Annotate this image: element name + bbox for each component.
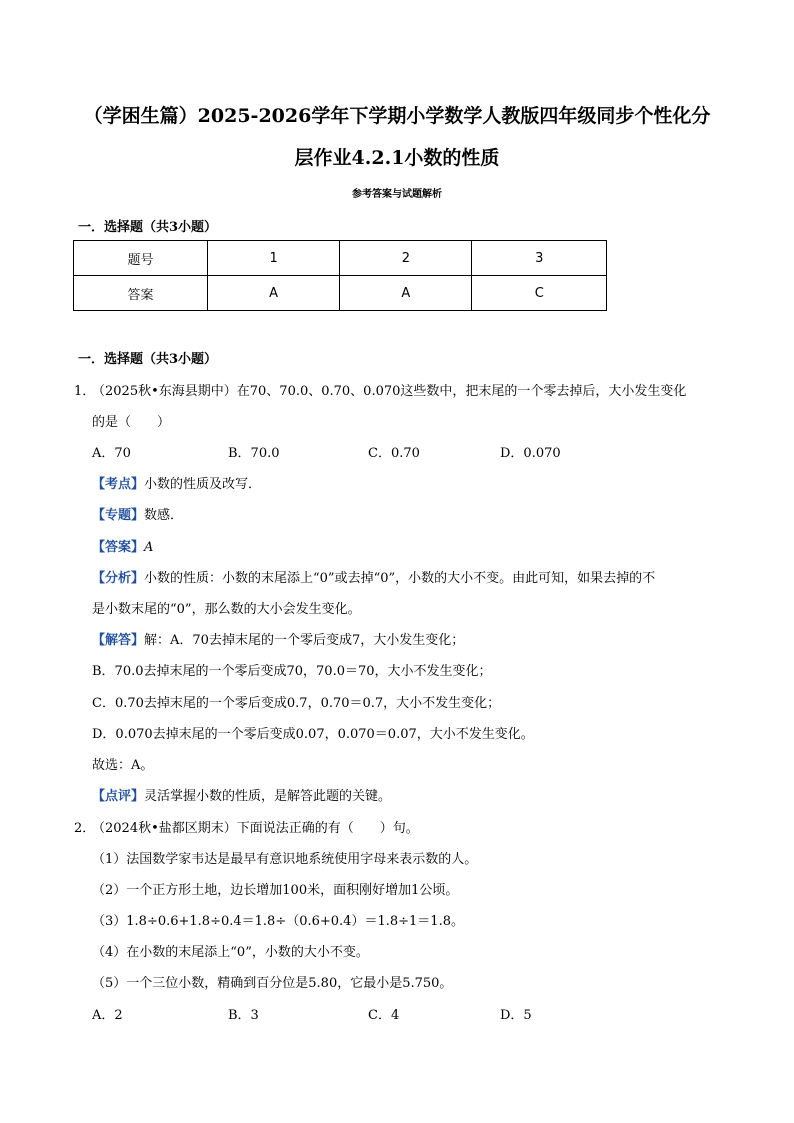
option-b: B．70.0 xyxy=(228,446,280,461)
document-title-line1: （学困生篇）2025-2026学年下学期小学数学人教版四年级同步个性化分 xyxy=(83,105,711,127)
option-d: D．0.070 xyxy=(500,446,561,461)
question-number: 2． xyxy=(74,821,96,836)
table-cell: 答案 xyxy=(74,276,208,311)
option-d: D．5 xyxy=(500,1008,532,1023)
table-cell: 2 xyxy=(340,241,472,276)
table-cell: 1 xyxy=(208,241,340,276)
table-cell: 题号 xyxy=(74,241,208,276)
solution-row xyxy=(92,629,464,648)
table-cell: C xyxy=(472,276,607,311)
solution-line4: D．0.070去掉末尾的一个零后变成0.07，0.070＝0.07，大小不发生变化。 xyxy=(92,727,534,742)
document-title-line2: 层作业4.2.1小数的性质 xyxy=(294,147,500,169)
option-a: A．2 xyxy=(92,1008,123,1023)
document-subtitle: 参考答案与试题解析 xyxy=(352,189,442,200)
zhuanti-text: 数感． xyxy=(144,508,184,523)
solution-line1: 解：A．70去掉末尾的一个零后变成7，大小发生变化； xyxy=(144,633,465,648)
table-cell: 3 xyxy=(472,241,607,276)
question-stem-line1: （2025秋•东海县期中）在70、70.0、0.70、0.070这些数中，把末尾的一个零去掉后，大小发生变化 xyxy=(92,384,687,399)
solution-line2: B．70.0去掉末尾的一个零后变成70，70.0＝70，大小不发生变化； xyxy=(92,664,492,679)
answer-section-heading: 一．选择题（共3小题） xyxy=(78,220,218,235)
table-cell: A xyxy=(208,276,340,311)
kaodian-label: 【考点】 xyxy=(92,477,145,492)
answer-text: A xyxy=(144,540,154,555)
kaodian-text: 小数的性质及改写． xyxy=(144,477,262,492)
question-stem: （2024秋•盐都区期末）下面说法正确的有（ ）句。 xyxy=(92,821,419,836)
answer-row xyxy=(92,536,153,555)
analysis-text-line2: 是小数末尾的“0”，那么数的大小会发生变化。 xyxy=(92,602,361,617)
final-choice: 故选：A。 xyxy=(92,758,154,773)
question-stem-line2: 的是（ ） xyxy=(92,415,171,430)
table-row xyxy=(74,276,607,311)
solution-label: 【解答】 xyxy=(92,633,145,648)
detail-section-heading: 一．选择题（共3小题） xyxy=(78,352,218,367)
comment-row xyxy=(92,785,391,804)
table-cell: A xyxy=(340,276,472,311)
zhuanti-label: 【专题】 xyxy=(92,508,145,523)
table-row xyxy=(74,241,607,276)
answer-label: 【答案】 xyxy=(92,540,145,555)
answer-table xyxy=(73,240,607,311)
analysis-label: 【分析】 xyxy=(92,571,145,586)
zhuanti-row xyxy=(92,504,183,523)
statement-4: （4）在小数的末尾添上“0”，小数的大小不变。 xyxy=(92,945,369,960)
question-number: 1． xyxy=(74,384,96,399)
analysis-row xyxy=(92,567,655,586)
option-c: C．4 xyxy=(368,1008,400,1023)
option-b: B．3 xyxy=(228,1008,259,1023)
statement-2: （2）一个正方形土地，边长增加100米，面积刚好增加1公顷。 xyxy=(92,883,459,898)
solution-line3: C．0.70去掉末尾的一个零后变成0.7，0.70＝0.7，大小不发生变化； xyxy=(92,696,501,711)
statement-3: （3）1.8÷0.6+1.8÷0.4＝1.8÷（0.6+0.4）＝1.8÷1＝1.8。 xyxy=(92,914,464,929)
comment-text: 灵活掌握小数的性质，是解答此题的关键。 xyxy=(144,789,392,804)
analysis-text-line1: 小数的性质：小数的末尾添上“0”或去掉“0”，小数的大小不变。由此可知，如果去掉的不 xyxy=(144,571,656,586)
option-c: C．0.70 xyxy=(368,446,420,461)
statement-5: （5）一个三位小数，精确到百分位是5.80，它最小是5.750。 xyxy=(92,976,453,991)
comment-label: 【点评】 xyxy=(92,789,145,804)
option-a: A．70 xyxy=(92,446,131,461)
statement-1: （1）法国数学家韦达是最早有意识地系统使用字母来表示数的人。 xyxy=(92,852,478,867)
kaodian-row xyxy=(92,473,261,492)
